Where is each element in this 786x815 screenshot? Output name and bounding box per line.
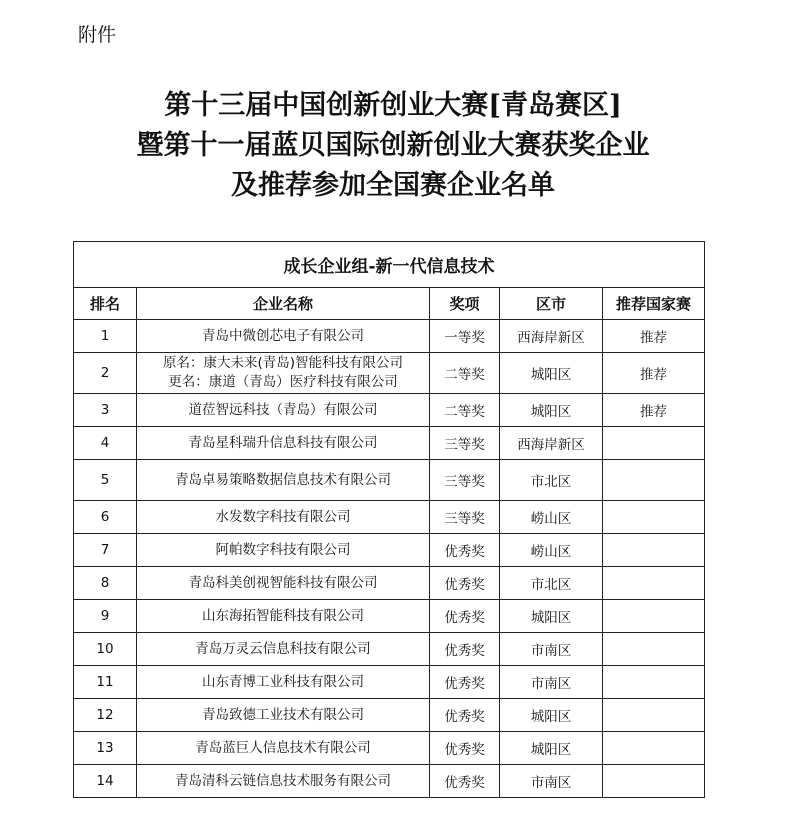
company-cell bbox=[137, 633, 430, 666]
district-cell: 城阳区 bbox=[500, 699, 603, 732]
award-cell: 三等奖 bbox=[430, 460, 500, 501]
table-row bbox=[74, 666, 705, 699]
table-row bbox=[74, 320, 705, 353]
district-cell: 市北区 bbox=[500, 567, 603, 600]
award-cell: 优秀奖 bbox=[430, 699, 500, 732]
award-cell: 优秀奖 bbox=[430, 666, 500, 699]
recommend-cell bbox=[603, 600, 705, 633]
recommend-cell bbox=[603, 666, 705, 699]
attachment-label: 附件 bbox=[78, 24, 117, 46]
title-line: 及推荐参加全国赛企业名单 bbox=[231, 170, 555, 201]
awards-table bbox=[73, 241, 705, 798]
company-cell bbox=[137, 732, 430, 765]
table-row bbox=[74, 427, 705, 460]
district-cell: 城阳区 bbox=[500, 353, 603, 394]
rank-cell: 5 bbox=[74, 460, 137, 501]
recommend-cell bbox=[603, 699, 705, 732]
title-line: 暨第十一届蓝贝国际创新创业大赛获奖企业 bbox=[136, 130, 650, 161]
table-row bbox=[74, 501, 705, 534]
recommend-cell bbox=[603, 567, 705, 600]
award-cell: 优秀奖 bbox=[430, 633, 500, 666]
company-name: 青岛星科瑞升信息科技有限公司 bbox=[188, 434, 378, 451]
group-title: 成长企业组-新一代信息技术 bbox=[74, 242, 705, 288]
rank-cell: 13 bbox=[74, 732, 137, 765]
company-name: 山东海拓智能科技有限公司 bbox=[202, 607, 364, 624]
company-name: 青岛万灵云信息科技有限公司 bbox=[195, 640, 371, 657]
award-cell: 优秀奖 bbox=[430, 534, 500, 567]
award-cell: 优秀奖 bbox=[430, 600, 500, 633]
header-district: 区市 bbox=[500, 288, 603, 320]
recommend-cell bbox=[603, 732, 705, 765]
rank-cell: 7 bbox=[74, 534, 137, 567]
rank-cell: 3 bbox=[74, 394, 137, 427]
rank-cell: 4 bbox=[74, 427, 137, 460]
recommend-cell: 推荐 bbox=[603, 394, 705, 427]
header-rank: 排名 bbox=[74, 288, 137, 320]
district-cell: 城阳区 bbox=[500, 600, 603, 633]
title-line: 第十三届中国创新创业大赛[青岛赛区] bbox=[164, 90, 622, 121]
company-name: 阿帕数字科技有限公司 bbox=[215, 541, 351, 558]
company-name: 青岛蓝巨人信息技术有限公司 bbox=[195, 739, 371, 756]
award-cell: 优秀奖 bbox=[430, 765, 500, 798]
rank-cell: 6 bbox=[74, 501, 137, 534]
table-row bbox=[74, 600, 705, 633]
table-row bbox=[74, 699, 705, 732]
company-name: 青岛致德工业技术有限公司 bbox=[202, 706, 364, 723]
company-cell bbox=[137, 666, 430, 699]
table-row bbox=[74, 394, 705, 427]
recommend-cell bbox=[603, 501, 705, 534]
recommend-cell bbox=[603, 427, 705, 460]
rank-cell: 9 bbox=[74, 600, 137, 633]
company-name: 青岛中微创芯电子有限公司 bbox=[202, 327, 364, 344]
company-name: 青岛清科云链信息技术服务有限公司 bbox=[175, 772, 391, 789]
company-cell bbox=[137, 427, 430, 460]
company-cell bbox=[137, 460, 430, 501]
company-name: 青岛科美创视智能科技有限公司 bbox=[188, 574, 378, 591]
recommend-cell bbox=[603, 765, 705, 798]
district-cell: 西海岸新区 bbox=[500, 320, 603, 353]
district-cell: 市北区 bbox=[500, 460, 603, 501]
company-name: 道莅智远科技（青岛）有限公司 bbox=[188, 401, 378, 418]
company-cell bbox=[137, 765, 430, 798]
company-cell bbox=[137, 600, 430, 633]
recommend-cell: 推荐 bbox=[603, 353, 705, 394]
rank-cell: 1 bbox=[74, 320, 137, 353]
award-cell: 优秀奖 bbox=[430, 567, 500, 600]
district-cell: 崂山区 bbox=[500, 501, 603, 534]
rank-cell: 2 bbox=[74, 353, 137, 394]
district-cell: 市南区 bbox=[500, 765, 603, 798]
rank-cell: 11 bbox=[74, 666, 137, 699]
district-cell: 市南区 bbox=[500, 666, 603, 699]
district-cell: 城阳区 bbox=[500, 394, 603, 427]
header-recommend: 推荐国家赛 bbox=[603, 288, 705, 320]
header-award: 奖项 bbox=[430, 288, 500, 320]
company-cell bbox=[137, 534, 430, 567]
document-title bbox=[0, 86, 786, 206]
company-name: 山东青博工业科技有限公司 bbox=[202, 673, 364, 690]
company-cell bbox=[137, 567, 430, 600]
table-row bbox=[74, 765, 705, 798]
award-cell: 三等奖 bbox=[430, 501, 500, 534]
district-cell: 城阳区 bbox=[500, 732, 603, 765]
company-name: 原名：康大未来(青岛)智能科技有限公司 bbox=[162, 355, 404, 371]
award-cell: 二等奖 bbox=[430, 353, 500, 394]
company-name: 青岛卓易策略数据信息技术有限公司 bbox=[175, 471, 391, 488]
table-row bbox=[74, 633, 705, 666]
district-cell: 市南区 bbox=[500, 633, 603, 666]
award-cell: 三等奖 bbox=[430, 427, 500, 460]
company-cell bbox=[137, 501, 430, 534]
table-row bbox=[74, 567, 705, 600]
award-cell: 二等奖 bbox=[430, 394, 500, 427]
award-cell: 优秀奖 bbox=[430, 732, 500, 765]
rank-cell: 8 bbox=[74, 567, 137, 600]
table-row bbox=[74, 353, 705, 394]
recommend-cell bbox=[603, 460, 705, 501]
company-cell bbox=[137, 320, 430, 353]
company-name: 水发数字科技有限公司 bbox=[215, 508, 351, 525]
recommend-cell bbox=[603, 534, 705, 567]
table-row bbox=[74, 732, 705, 765]
company-cell bbox=[137, 353, 430, 394]
recommend-cell: 推荐 bbox=[603, 320, 705, 353]
table-row bbox=[74, 460, 705, 501]
header-company: 企业名称 bbox=[137, 288, 430, 320]
table-row bbox=[74, 534, 705, 567]
district-cell: 西海岸新区 bbox=[500, 427, 603, 460]
company-cell bbox=[137, 699, 430, 732]
company-cell bbox=[137, 394, 430, 427]
rank-cell: 10 bbox=[74, 633, 137, 666]
recommend-cell bbox=[603, 633, 705, 666]
company-new-name: 更名：康道（青岛）医疗科技有限公司 bbox=[168, 374, 398, 390]
district-cell: 崂山区 bbox=[500, 534, 603, 567]
award-cell: 一等奖 bbox=[430, 320, 500, 353]
rank-cell: 12 bbox=[74, 699, 137, 732]
rank-cell: 14 bbox=[74, 765, 137, 798]
